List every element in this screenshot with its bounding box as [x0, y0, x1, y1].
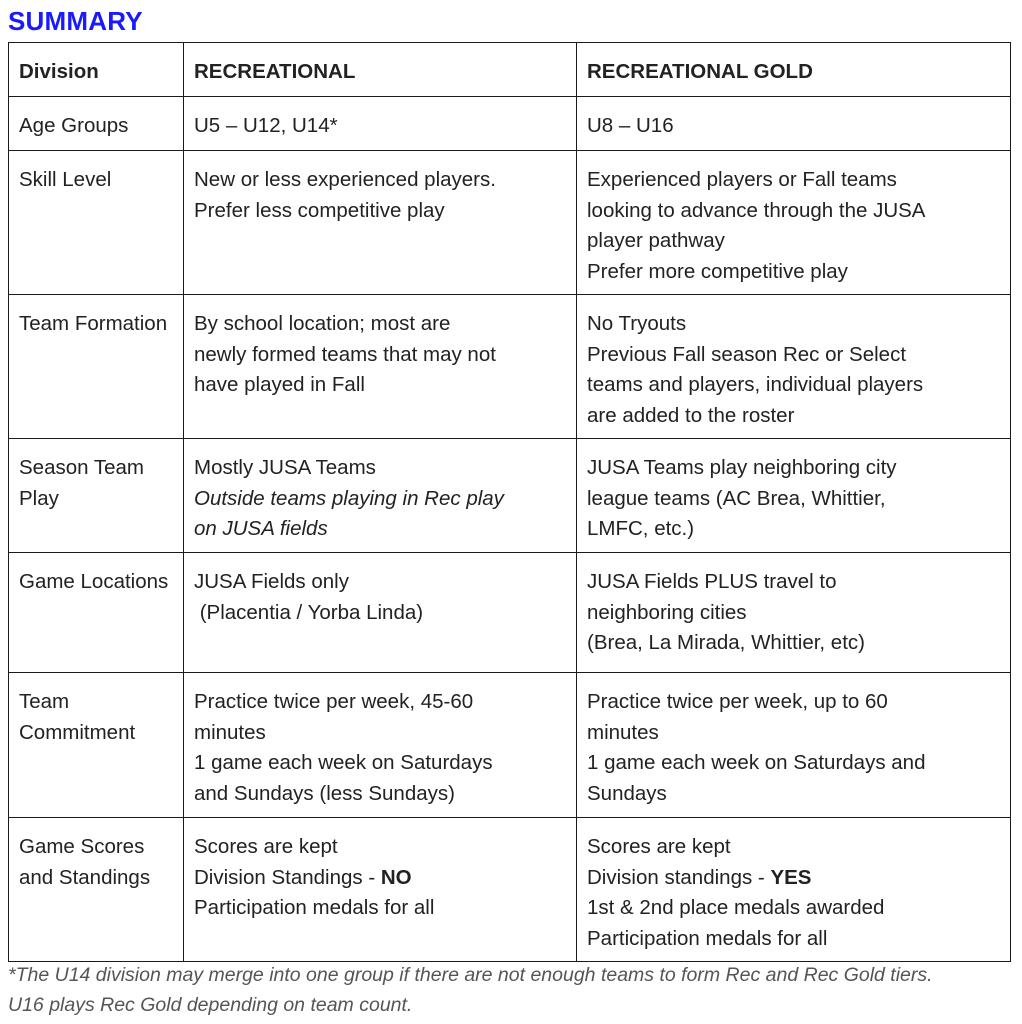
standings-value: YES: [770, 865, 812, 889]
cell-line: Participation medals for all: [587, 926, 828, 950]
gold-team-commitment: [577, 673, 1011, 818]
table-row: [9, 553, 1011, 673]
gold-game-locations: [577, 553, 1011, 673]
standings-prefix: Division standings -: [587, 865, 771, 889]
cell-line-italic: on JUSA fields: [194, 517, 328, 540]
page-title: SUMMARY: [8, 6, 143, 36]
row-label-age-groups: Age Groups: [9, 97, 184, 151]
cell-line-italic: Outside teams playing in Rec play: [194, 486, 504, 510]
cell-line: Mostly JUSA Teams: [194, 456, 376, 479]
cell-line: Prefer less competitive play: [194, 198, 445, 222]
cell-line: Scores are kept: [587, 835, 731, 858]
cell-line: Prefer more competitive play: [587, 259, 848, 283]
cell-line: minutes: [194, 720, 266, 744]
row-label-game-locations: Game Locations: [9, 553, 184, 673]
cell-line: Practice twice per week, 45-60: [194, 690, 474, 713]
gold-season-team-play: [577, 439, 1011, 553]
cell-line: U5 – U12, U14*: [194, 114, 338, 137]
gold-age-groups: [577, 97, 1011, 151]
cell-line: minutes: [587, 720, 659, 744]
table-row: [9, 673, 1011, 818]
cell-line: looking to advance through the JUSA: [587, 198, 926, 222]
cell-line: JUSA Fields PLUS travel to: [587, 570, 837, 593]
row-label-skill-level: Skill Level: [9, 151, 184, 295]
header-division: Division: [9, 43, 184, 97]
cell-line: 1 game each week on Saturdays and: [587, 751, 926, 774]
cell-line: neighboring cities: [587, 600, 747, 624]
gold-team-formation: [577, 295, 1011, 439]
rec-skill-level: [184, 151, 577, 295]
rec-season-team-play: [184, 439, 577, 553]
table-row: [9, 295, 1011, 439]
gold-game-scores: [577, 818, 1011, 962]
header-recreational-gold: RECREATIONAL GOLD: [577, 43, 1011, 97]
cell-line: 1 game each week on Saturdays: [194, 751, 493, 774]
row-label-team-formation: Team Formation: [9, 295, 184, 439]
footnote: [8, 960, 1018, 1020]
cell-line: New or less experienced players.: [194, 168, 496, 191]
rec-game-locations: [184, 553, 577, 673]
cell-line: U8 – U16: [587, 114, 674, 137]
row-label-season-team-play: Season Team Play: [9, 439, 184, 553]
cell-line: player pathway: [587, 229, 725, 252]
cell-line: Scores are kept: [194, 835, 338, 858]
cell-line: Experienced players or Fall teams: [587, 168, 897, 191]
cell-line: JUSA Fields only: [194, 570, 349, 593]
cell-line: JUSA Teams play neighboring city: [587, 456, 897, 479]
rec-team-formation: [184, 295, 577, 439]
cell-line: (Placentia / Yorba Linda): [194, 600, 424, 624]
cell-line: (Brea, La Mirada, Whittier, etc): [587, 631, 865, 654]
rec-game-scores: [184, 818, 577, 962]
cell-line: Previous Fall season Rec or Select: [587, 342, 907, 366]
row-label-game-scores: Game Scores and Standings: [9, 818, 184, 962]
cell-line: league teams (AC Brea, Whittier,: [587, 486, 886, 510]
table-row: [9, 97, 1011, 151]
cell-line: [587, 863, 1000, 894]
cell-line: Sundays: [587, 781, 667, 805]
cell-line: 1st & 2nd place medals awarded: [587, 896, 885, 919]
table-row: [9, 151, 1011, 295]
gold-skill-level: [577, 151, 1011, 295]
cell-line: Practice twice per week, up to 60: [587, 690, 888, 713]
summary-table: [8, 42, 1011, 962]
cell-line: are added to the roster: [587, 403, 795, 427]
cell-line: newly formed teams that may not: [194, 342, 496, 366]
standings-prefix: Division Standings -: [194, 865, 381, 889]
cell-line: Participation medals for all: [194, 896, 435, 919]
header-recreational: RECREATIONAL: [184, 43, 577, 97]
cell-line: LMFC, etc.): [587, 517, 695, 540]
rec-age-groups: [184, 97, 577, 151]
cell-line: By school location; most are: [194, 312, 451, 335]
cell-line: [194, 863, 566, 894]
table-row: [9, 439, 1011, 553]
table-header-row: [9, 43, 1011, 97]
cell-line: No Tryouts: [587, 312, 687, 335]
cell-line: have played in Fall: [194, 373, 365, 396]
rec-team-commitment: [184, 673, 577, 818]
footnote-line: *The U14 division may merge into one group if there are not enough teams to form Rec and Rec Gold tiers.: [8, 964, 933, 986]
table-row: [9, 818, 1011, 962]
row-label-team-commitment: Team Commitment: [9, 673, 184, 818]
standings-value: NO: [380, 865, 412, 889]
cell-line: teams and players, individual players: [587, 373, 924, 396]
footnote-line: U16 plays Rec Gold depending on team count.: [8, 994, 413, 1016]
cell-line: and Sundays (less Sundays): [194, 781, 455, 805]
